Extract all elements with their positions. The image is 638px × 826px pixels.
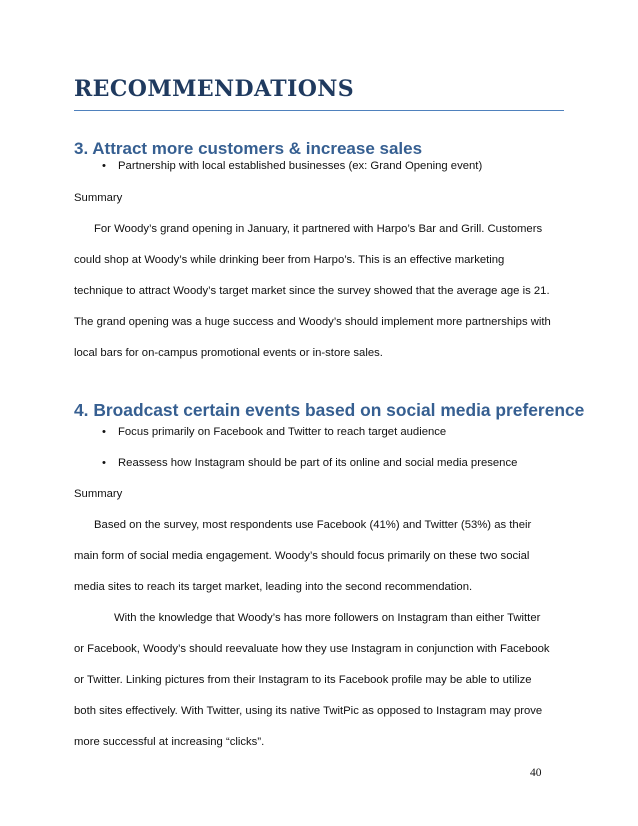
section-4-line: Based on the survey, most respondents use Facebook (41%) and Twitter (53%) as their: [94, 519, 532, 531]
section-4-line: or Facebook, Woody’s should reevaluate how they use Instagram in conjunction with Facebook: [74, 643, 550, 655]
bullet-text: Focus primarily on Facebook and Twitter to reach target audience: [118, 426, 447, 438]
section-4-line: With the knowledge that Woody’s has more followers on Instagram than either Twitter: [114, 612, 541, 624]
bullet-text: Partnership with local established businesses (ex: Grand Opening event): [118, 160, 483, 172]
section-3-line: For Woody’s grand opening in January, it partnered with Harpo’s Bar and Grill. Customers: [94, 223, 543, 235]
section-3-line: technique to attract Woody’s target market since the survey showed that the average age is 21.: [74, 285, 550, 297]
section-4-bullet: [102, 426, 446, 438]
section-4-line: main form of social media engagement. Woody’s should focus primarily on these two social: [74, 550, 530, 562]
section-3-line: could shop at Woody’s while drinking beer from Harpo’s. This is an effective marketing: [74, 254, 505, 266]
section-3-heading: 3. Attract more customers & increase sales: [74, 139, 423, 158]
section-4-line: more successful at increasing “clicks”.: [74, 736, 265, 748]
section-3-line: The grand opening was a huge success and Woody’s should implement more partnerships with: [74, 316, 551, 328]
bullet-icon: •: [102, 160, 106, 172]
page-number: 40: [530, 767, 542, 779]
section-3-summary-label: Summary: [74, 192, 123, 204]
bullet-icon: •: [102, 457, 106, 469]
page-title: RECOMMENDATIONS: [74, 76, 355, 102]
section-3-line: local bars for on-campus promotional events or in-store sales.: [74, 347, 383, 359]
section-4-line: media sites to reach its target market, leading into the second recommendation.: [74, 581, 473, 593]
section-3-bullet: [102, 160, 482, 172]
section-4-line: both sites effectively. With Twitter, using its native TwitPic as opposed to Instagram may prove: [74, 705, 543, 717]
bullet-icon: •: [102, 426, 106, 438]
title-underline: [74, 110, 564, 111]
bullet-text: Reassess how Instagram should be part of its online and social media presence: [118, 457, 518, 469]
section-4-bullet: [102, 457, 517, 469]
section-4-summary-label: Summary: [74, 488, 123, 500]
section-4-heading: 4. Broadcast certain events based on social media preference: [74, 400, 585, 420]
section-4-line: or Twitter. Linking pictures from their Instagram to its Facebook profile may be able to utilize: [74, 674, 532, 686]
